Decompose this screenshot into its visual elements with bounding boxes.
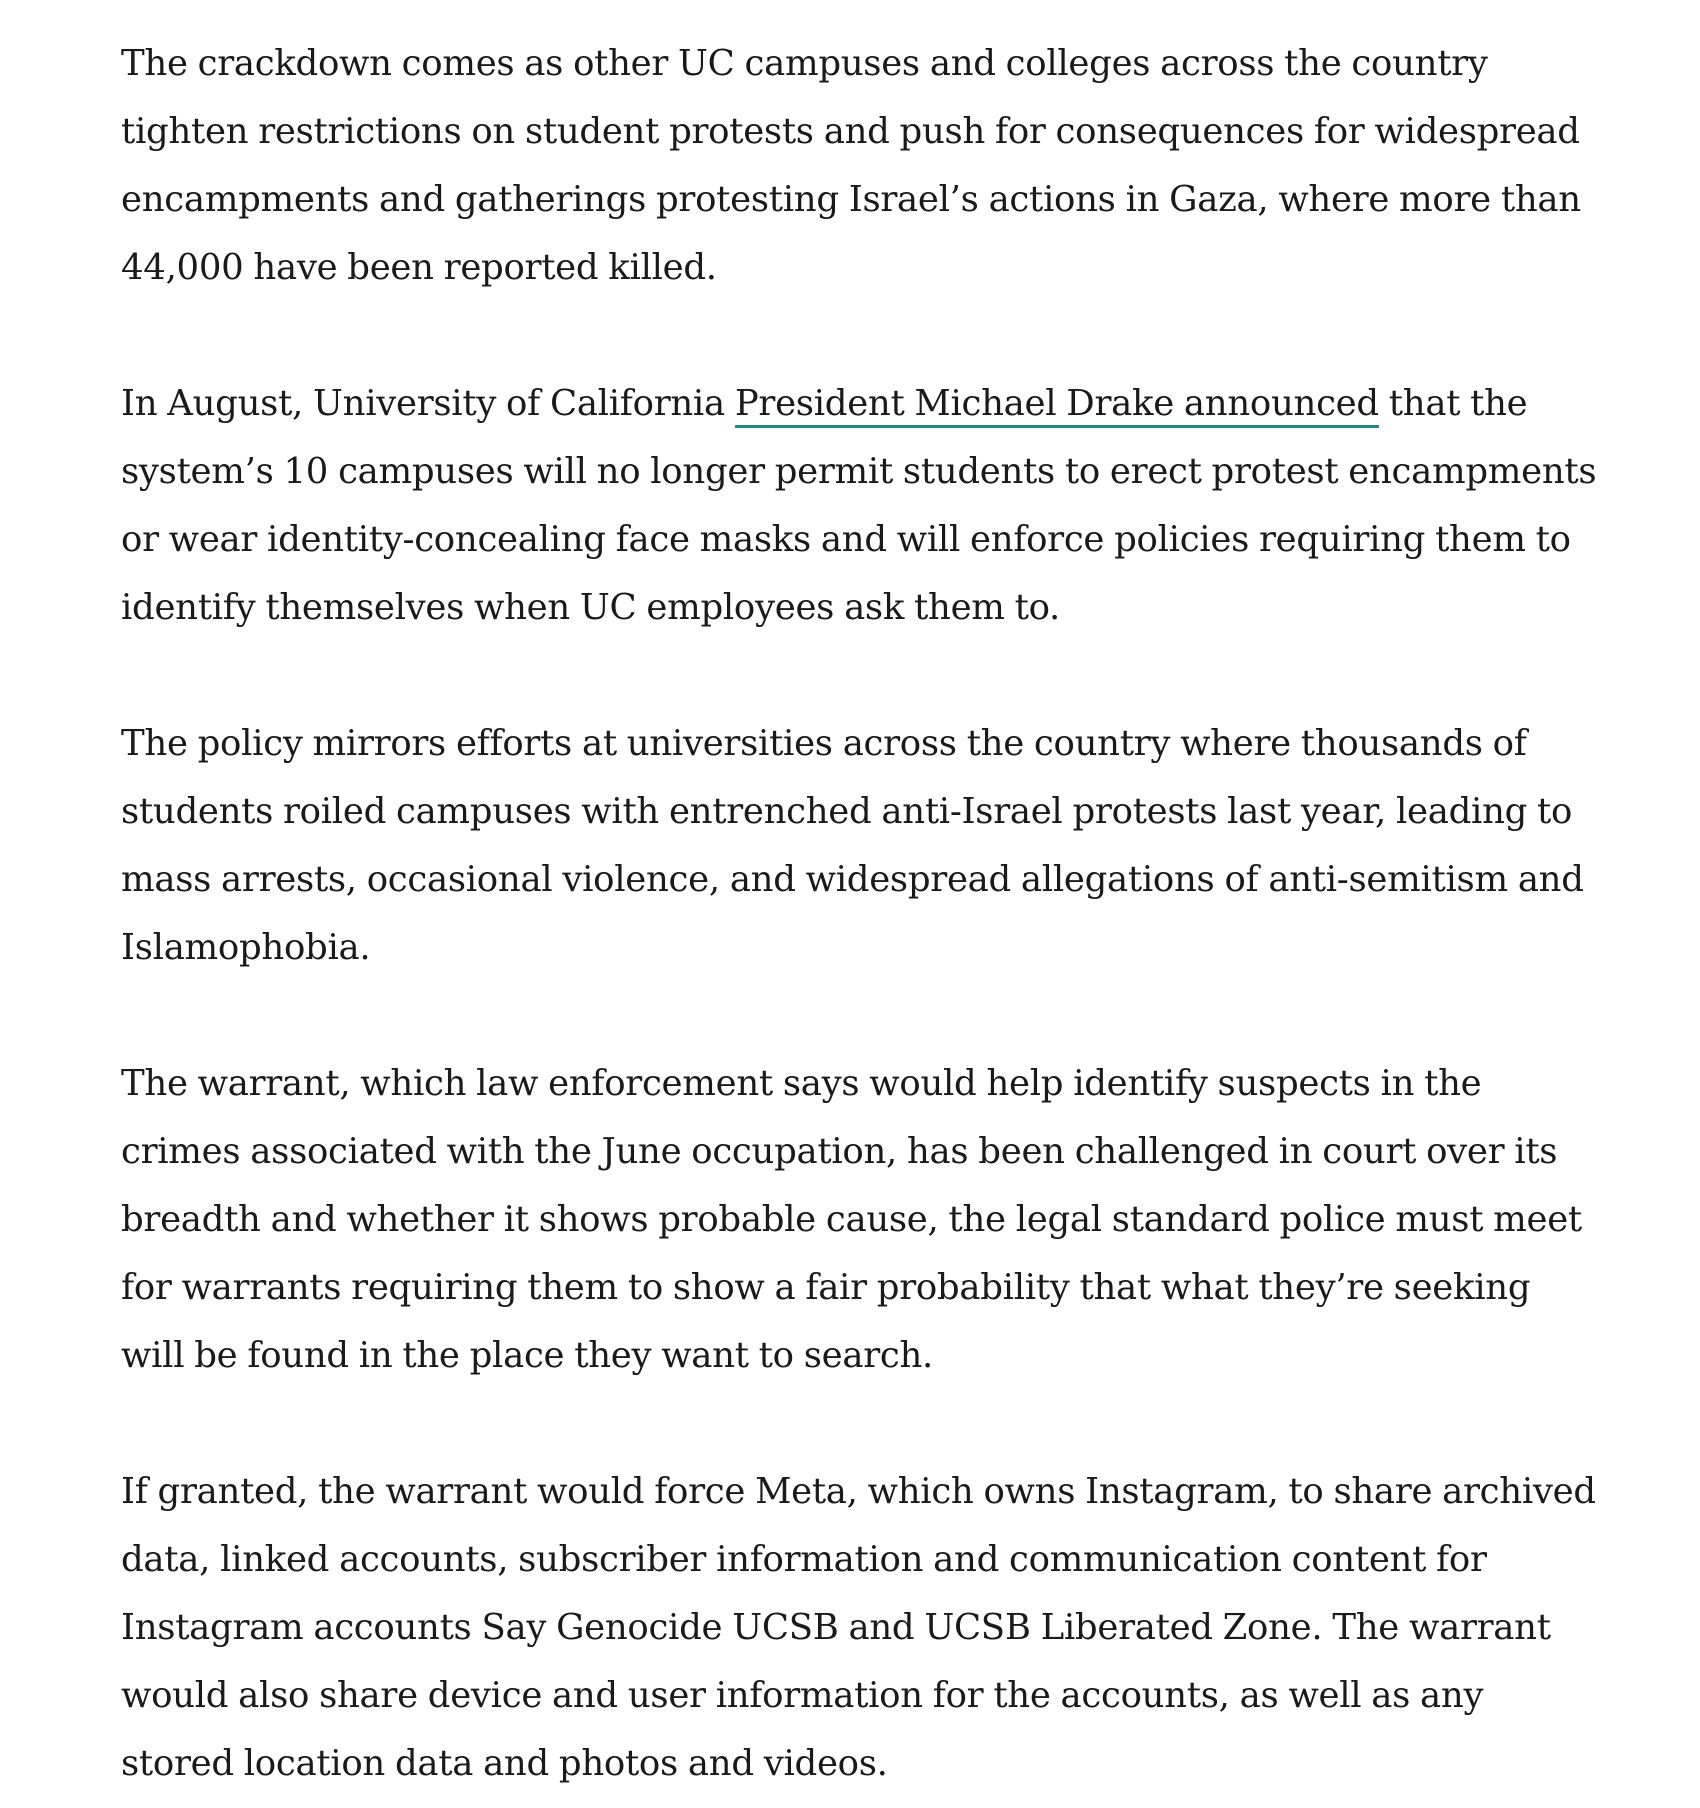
paragraph-warrant-meta: If granted, the warrant would force Meta, which owns Instagram, to share archived data, linked accounts, subscriber information and communication content for Instagram accounts Say Genocide UCSB and UCSB Liberated Zone. The warrant would also share device and user information for the accounts, as well as any stored location data and photos and videos.	[121, 1471, 1596, 1784]
paragraph-text-after-link: that the system’s 10 campuses will no longer permit students to erect protest encampments or wear identity-concealing face masks and will enforce policies requiring them to identify themselves when UC employees ask them to.	[121, 383, 1597, 628]
paragraph-uc-policy	[121, 370, 1601, 642]
paragraph-text-before-link: In August, University of California	[121, 383, 735, 424]
paragraph-crackdown: The crackdown comes as other UC campuses and colleges across the country tighten restrictions on student protests and push for consequences for widespread encampments and gatherings protesting Israel’s actions in Gaza, where more than 44,000 have been reported killed.	[121, 43, 1581, 288]
paragraph-policy-mirrors: The policy mirrors efforts at universities across the country where thousands of students roiled campuses with entrenched anti-Israel protests last year, leading to mass arrests, occasional violence, and widespread allegations of anti-semitism and Islamophobia.	[121, 723, 1584, 968]
article-body	[121, 30, 1601, 1798]
paragraph-warrant-challenge: The warrant, which law enforcement says would help identify suspects in the crimes associated with the June occupation, has been challenged in court over its breadth and whether it shows probable cause, the legal standard police must meet for warrants requiring them to show a fair probability that what they’re seeking will be found in the place they want to search.	[121, 1063, 1582, 1376]
drake-announcement-link[interactable]: President Michael Drake announced	[735, 383, 1379, 428]
